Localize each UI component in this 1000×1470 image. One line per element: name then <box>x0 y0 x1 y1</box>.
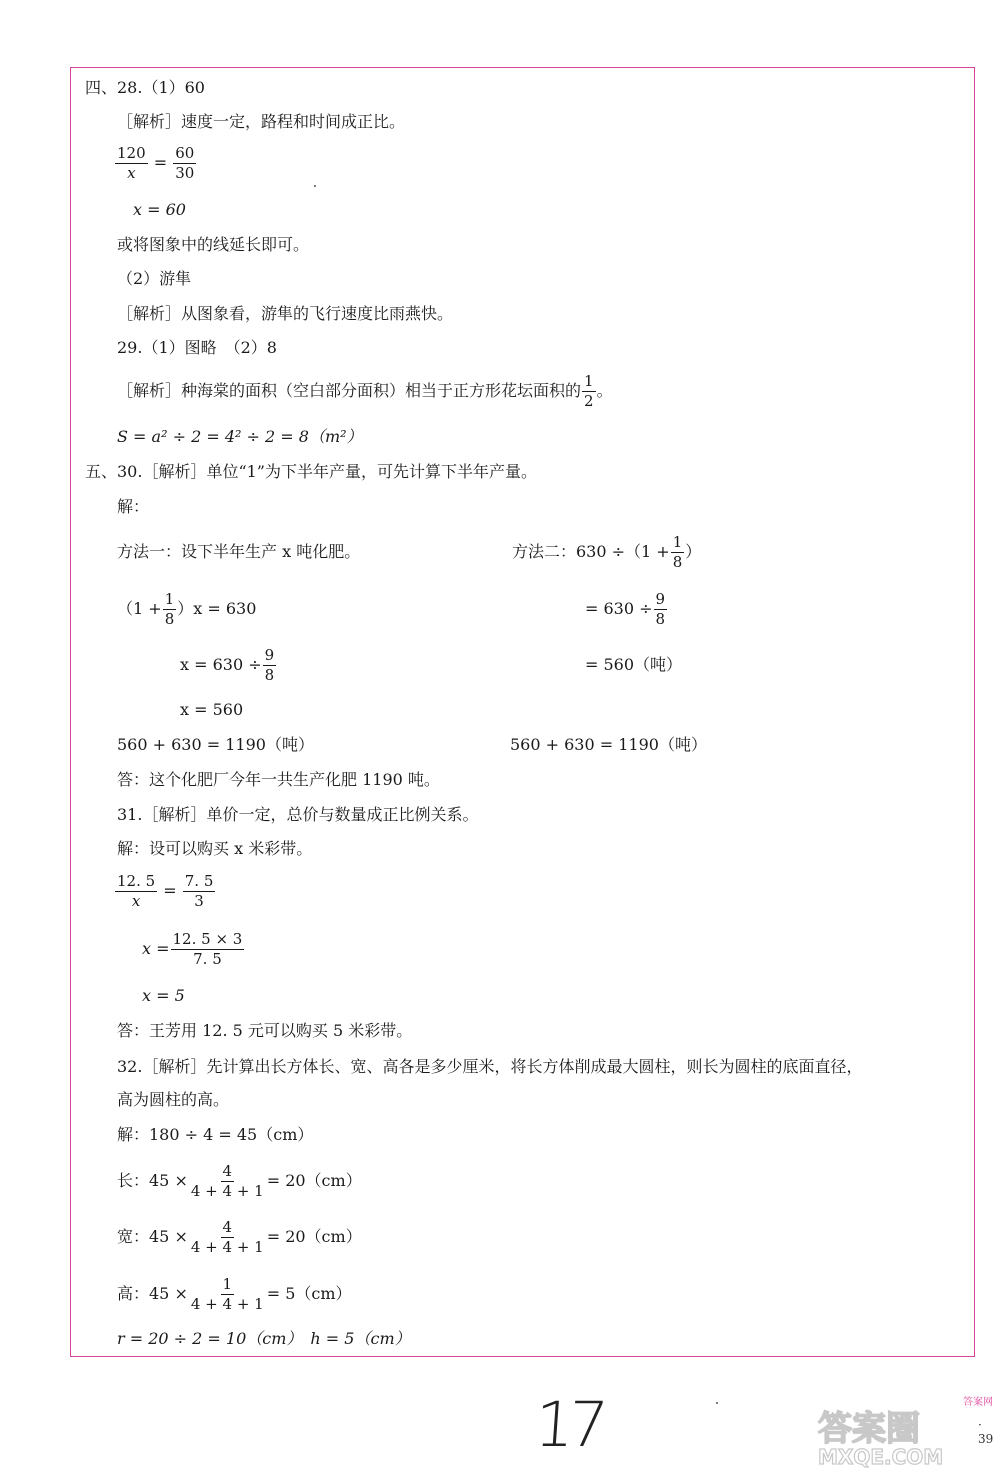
fraction: $\frac{9}{8}$ <box>655 590 666 628</box>
q28-part2-analysis: ［解析］从图象看，游隼的飞行速度比雨燕快。 <box>117 304 454 323</box>
fraction: $\frac{9}{8}$ <box>264 646 275 684</box>
fraction: $\frac{4}{4 + 4 + 1}$ <box>190 1218 264 1256</box>
fraction: $\frac{1}{4 + 4 + 1}$ <box>190 1275 264 1313</box>
q32-last: r = 20 ÷ 2 = 10（cm） h = 5（cm） <box>117 1329 411 1348</box>
q28-note: 或将图象中的线延长即可。 <box>117 235 310 254</box>
page-number: · 39 <box>978 1418 994 1446</box>
q28-x: x = 60 <box>133 200 186 219</box>
fraction: $\frac{1}{8}$ <box>672 533 683 571</box>
q31-x: x = 5 <box>142 986 185 1005</box>
speck <box>716 1402 718 1404</box>
q28-analysis: ［解析］速度一定，路程和时间成正比。 <box>117 112 406 131</box>
method1-line1: （1 + $\frac{1}{8}$ ）x = 630 <box>117 590 257 628</box>
q31-head: 31.［解析］单价一定，总价与数量成正比例关系。 <box>117 805 479 824</box>
q30-answer: 答：这个化肥厂今年一共生产化肥 1190 吨。 <box>117 770 440 789</box>
q28-equation: $\frac{120}{x}$ = $\frac{60}{30}$ <box>117 144 195 182</box>
method1-line3: x = 560 <box>180 700 244 719</box>
fraction: $\frac{60}{30}$ <box>175 144 195 182</box>
fraction: $\frac{12. 5 \times 3}{7. 5}$ <box>172 930 243 968</box>
q29-head: 29.（1）图略 （2）8 <box>117 338 277 357</box>
method2-head: 方法二：630 ÷（1 + $\frac{1}{8}$ ） <box>512 533 702 571</box>
q28-part2: （2）游隼 <box>117 269 192 288</box>
fraction: $\frac{120}{x}$ <box>117 144 146 182</box>
handwritten-page-number: 17 <box>532 1388 605 1461</box>
corner-label: 答案网 <box>963 1397 993 1408</box>
q32-head-cont: 高为圆柱的高。 <box>117 1090 230 1109</box>
q32-height: 高：45 × $\frac{1}{4 + 4 + 1}$ = 5（cm） <box>117 1275 352 1313</box>
watermark-url: MXQE.COM <box>818 1445 944 1469</box>
q32-head: 32.［解析］先计算出长方体长、宽、高各是多少厘米，将长方体削成最大圆柱，则长为圆柱的底面直径， <box>117 1057 863 1076</box>
q29-analysis: ［解析］种海棠的面积（空白部分面积）相当于正方形花坛面积的 $\frac{1}{2}$ 。 <box>117 372 613 410</box>
fraction: $\frac{1}{8}$ <box>164 590 175 628</box>
watermark-text: 答案圈 <box>818 1409 920 1449</box>
method1-head: 方法一：设下半年生产 x 吨化肥。 <box>117 542 361 561</box>
fraction: $\frac{4}{4 + 4 + 1}$ <box>190 1162 264 1200</box>
watermark-logo <box>808 1400 1000 1470</box>
q29-formula: S = a² ÷ 2 = 4² ÷ 2 = 8（m²） <box>117 427 363 446</box>
q28-head: 四、28.（1）60 <box>85 78 205 97</box>
method2-line2: = 560（吨） <box>585 655 683 674</box>
q32-length: 长：45 × $\frac{4}{4 + 4 + 1}$ = 20（cm） <box>117 1162 362 1200</box>
fraction: $\frac{7. 5}{3}$ <box>184 872 214 910</box>
q32-width: 宽：45 × $\frac{4}{4 + 4 + 1}$ = 20（cm） <box>117 1218 362 1256</box>
fraction: $\frac{12. 5}{x}$ <box>117 872 156 910</box>
q31-equation: $\frac{12. 5}{x}$ = $\frac{7. 5}{3}$ <box>117 872 214 910</box>
method2-line3: 560 + 630 = 1190（吨） <box>510 735 707 754</box>
method1-line4: 560 + 630 = 1190（吨） <box>117 735 314 754</box>
q31-answer: 答：王芳用 12. 5 元可以购买 5 米彩带。 <box>117 1021 413 1040</box>
speck <box>314 185 316 187</box>
q32-jie: 解：180 ÷ 4 = 45（cm） <box>117 1125 314 1144</box>
q31-x-fraction: x = $\frac{12. 5 \times 3}{7. 5}$ <box>142 930 243 968</box>
fraction: $\frac{1}{2}$ <box>584 372 594 410</box>
q30-jie: 解： <box>117 497 150 516</box>
q31-jie: 解：设可以购买 x 米彩带。 <box>117 839 313 858</box>
q30-head: 五、30.［解析］单位“1”为下半年产量，可先计算下半年产量。 <box>85 462 537 481</box>
method2-line1: = 630 ÷ $\frac{9}{8}$ <box>585 590 666 628</box>
method1-line2: x = 630 ÷ $\frac{9}{8}$ <box>180 646 275 684</box>
